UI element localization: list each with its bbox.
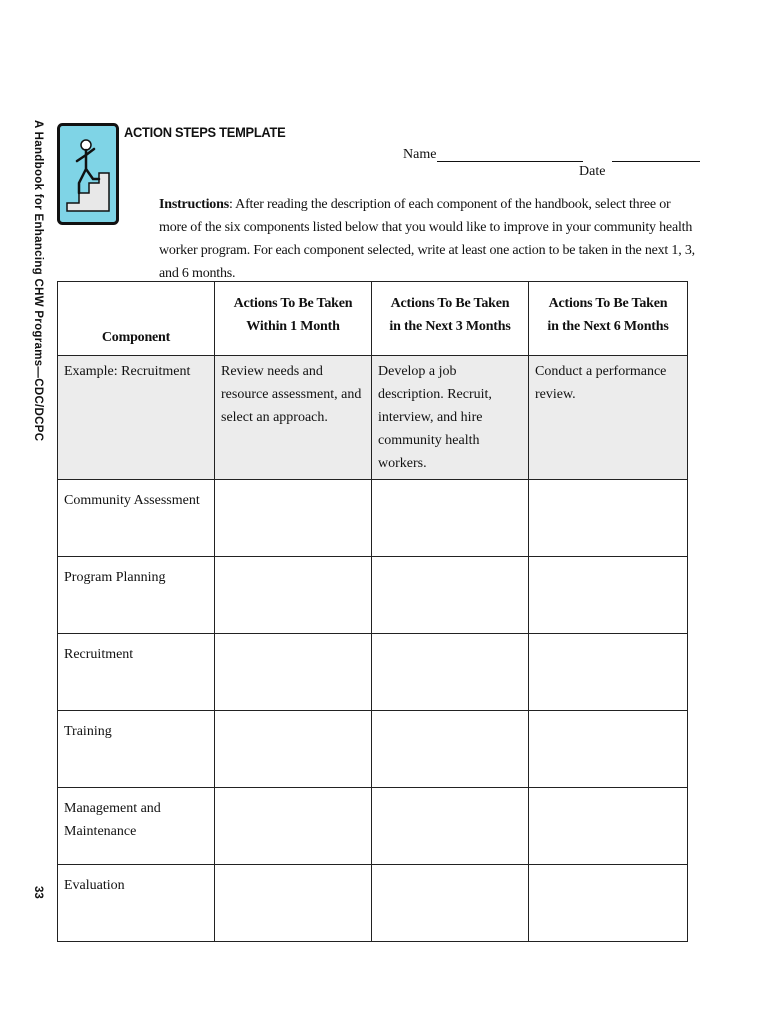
cell-month1[interactable] [215, 788, 372, 865]
instructions-label: Instructions [159, 197, 229, 212]
cell-month6[interactable] [529, 865, 688, 942]
table-row [58, 557, 688, 634]
page-number-text: 33 [32, 886, 44, 899]
cell-month1[interactable] [215, 711, 372, 788]
header-month6-line2: in the Next 6 Months [547, 319, 669, 334]
header-month3-line1: Actions To Be Taken [390, 296, 510, 311]
example-month6: Conduct a performance review. [529, 356, 688, 480]
table-row [58, 865, 688, 942]
example-month1: Review needs and resource assessment, and select an approach. [215, 356, 372, 480]
instructions-paragraph [159, 193, 699, 285]
cell-month6[interactable] [529, 557, 688, 634]
cell-month6[interactable] [529, 634, 688, 711]
row-component: Management and Maintenance [58, 788, 215, 865]
page-title: ACTION STEPS TEMPLATE [124, 124, 286, 140]
row-component: Evaluation [58, 865, 215, 942]
page-number [30, 886, 44, 908]
cell-month3[interactable] [372, 711, 529, 788]
table-row [58, 711, 688, 788]
date-field-line[interactable] [612, 161, 700, 162]
cell-month1[interactable] [215, 865, 372, 942]
stairs-climber-icon [57, 123, 119, 225]
date-label: Date [579, 164, 606, 179]
example-month3: Develop a job description. Recruit, interview, and hire community health workers. [372, 356, 529, 480]
cell-month3[interactable] [372, 865, 529, 942]
cell-month3[interactable] [372, 788, 529, 865]
cell-month1[interactable] [215, 480, 372, 557]
table-header-row [58, 282, 688, 356]
example-row [58, 356, 688, 480]
side-running-title-text: A Handbook for Enhancing CHW Programs—CDC/DCPC [32, 120, 44, 442]
cell-month6[interactable] [529, 480, 688, 557]
header-month1-line1: Actions To Be Taken [233, 296, 353, 311]
cell-month1[interactable] [215, 634, 372, 711]
cell-month6[interactable] [529, 788, 688, 865]
row-component: Community Assessment [58, 480, 215, 557]
instructions-text: : After reading the description of each component of the handbook, select three or more of the six components listed below that you would like to improve in your community health worker program. For each component selected, write at least one action to be taken in the next 1, 3, and 6 months. [159, 197, 695, 281]
cell-month3[interactable] [372, 634, 529, 711]
cell-month6[interactable] [529, 711, 688, 788]
row-component: Training [58, 711, 215, 788]
header-month6 [529, 282, 688, 356]
table-row [58, 480, 688, 557]
header-month1-line2: Within 1 Month [246, 319, 340, 334]
header-month3 [372, 282, 529, 356]
action-steps-table [57, 281, 688, 942]
cell-month1[interactable] [215, 557, 372, 634]
header-month3-line2: in the Next 3 Months [389, 319, 511, 334]
table-row [58, 634, 688, 711]
cell-month3[interactable] [372, 557, 529, 634]
table-row [58, 788, 688, 865]
name-label: Name [403, 147, 437, 162]
cell-month3[interactable] [372, 480, 529, 557]
header-month6-line1: Actions To Be Taken [548, 296, 668, 311]
row-component: Recruitment [58, 634, 215, 711]
header-month1 [215, 282, 372, 356]
side-running-title [30, 120, 44, 520]
header-component: Component [58, 282, 215, 356]
example-component: Example: Recruitment [58, 356, 215, 480]
name-field-line[interactable] [437, 161, 583, 162]
row-component: Program Planning [58, 557, 215, 634]
